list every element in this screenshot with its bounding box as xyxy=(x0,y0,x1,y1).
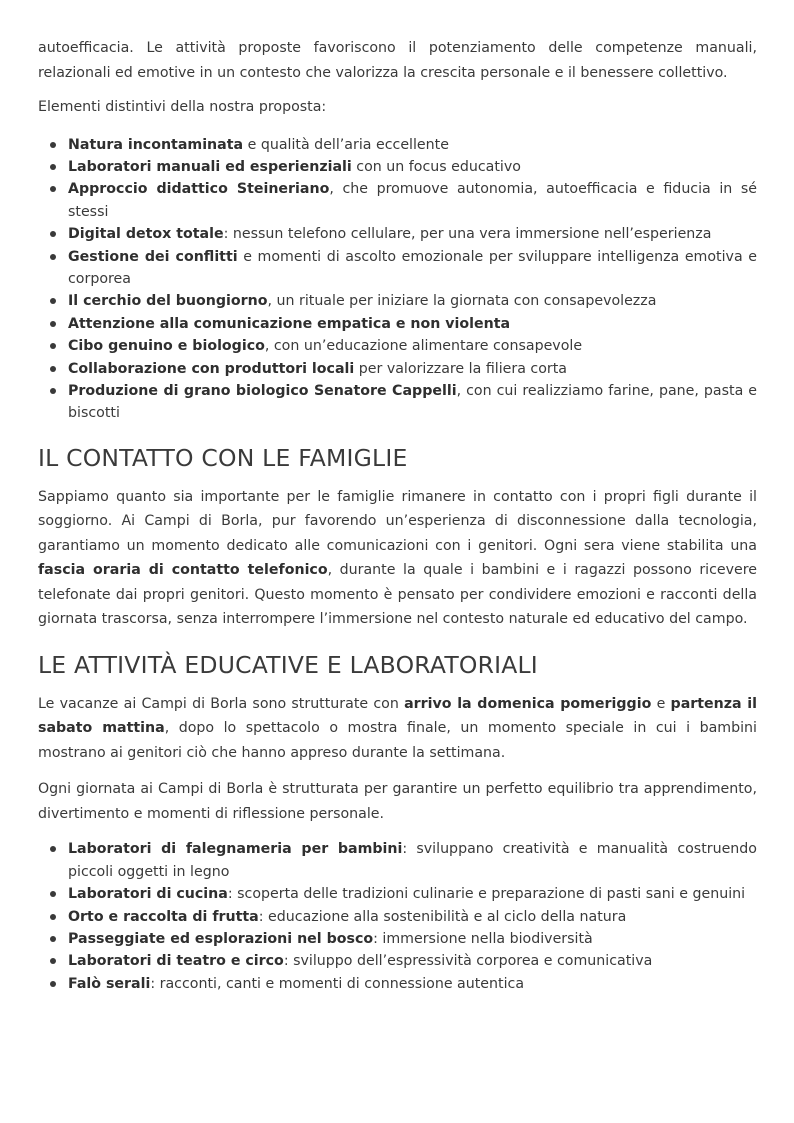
list-item-text: : nessun telefono cellulare, per una vera immersione nell’esperienza xyxy=(223,226,712,243)
list-item-text: : sviluppo dell’espressività corporea e comunicativa xyxy=(283,953,653,970)
list-item xyxy=(68,335,757,357)
list-item-bold: Laboratori di falegnameria per bambini xyxy=(68,841,403,858)
contact-text-bold: fascia oraria di contatto telefonico xyxy=(38,562,328,579)
contact-section-heading: IL CONTATTO CON LE FAMIGLIE xyxy=(38,443,408,472)
list-item xyxy=(68,928,757,950)
list-item-text: , un rituale per iniziare la giornata con consapevolezza xyxy=(267,293,657,310)
list-item-bold: Gestione dei conflitti xyxy=(68,248,238,265)
list-item xyxy=(68,246,757,291)
list-item-text: : racconti, canti e momenti di connessione autentica xyxy=(150,975,525,992)
schedule-text-a: Le vacanze ai Campi di Borla sono strutturate con xyxy=(38,695,405,712)
list-item xyxy=(68,973,757,995)
list-item-text: : sviluppano creatività e manualità costruendo piccoli oggetti in legno xyxy=(68,841,757,880)
list-item-bold: Il cerchio del buongiorno xyxy=(68,293,268,310)
document-page xyxy=(38,36,757,995)
activities-day-paragraph: Ogni giornata ai Campi di Borla è strutturata per garantire un perfetto equilibrio tra apprendimento, divertimento e momenti di riflessione personale. xyxy=(38,781,757,822)
list-item-bold: Laboratori di cucina xyxy=(68,886,228,903)
list-item-bold: Digital detox totale xyxy=(68,226,224,243)
activities-schedule-paragraph xyxy=(38,692,757,766)
list-item xyxy=(68,178,757,223)
features-list xyxy=(38,134,757,425)
contact-text-before: Sappiamo quanto sia importante per le famiglie rimanere in contatto con i propri figli durante il soggiorno. Ai Campi di Borla, pur favorendo un’esperienza di disconnessione dalla tecnologia, garantiamo un momento dedicato alle comunicazioni con i genitori. Ogni sera viene stabilita una xyxy=(38,488,757,554)
list-item xyxy=(68,290,757,312)
list-item-bold: Cibo genuino e biologico xyxy=(68,338,265,355)
list-item xyxy=(68,134,757,156)
list-item xyxy=(68,883,757,905)
list-item-bold: Falò serali xyxy=(68,975,151,992)
activities-section-heading: LE ATTIVITÀ EDUCATIVE E LABORATORIALI xyxy=(38,650,538,679)
list-item-bold: Orto e raccolta di frutta xyxy=(68,908,259,925)
schedule-text-c: , dopo lo spettacolo o mostra finale, un momento speciale in cui i bambini mostrano ai genitori ciò che hanno appreso durante la settimana. xyxy=(38,720,757,761)
list-item-text: per valorizzare la filiera corta xyxy=(354,360,567,377)
list-item xyxy=(68,358,757,380)
contact-paragraph xyxy=(38,485,757,632)
list-item xyxy=(68,838,757,883)
list-item-text: : educazione alla sostenibilità e al ciclo della natura xyxy=(258,908,627,925)
list-item-text: con un focus educativo xyxy=(351,158,521,175)
list-item xyxy=(68,906,757,928)
intro-continuation-paragraph: autoefficacia. Le attività proposte favoriscono il potenziamento delle competenze manuali, relazionali ed emotive in un contesto che valorizza la crescita personale e il benessere collettivo. xyxy=(38,40,757,81)
list-item xyxy=(68,223,757,245)
list-item-bold: Approccio didattico Steineriano xyxy=(68,181,330,198)
list-item xyxy=(68,313,757,335)
schedule-arrival-bold: arrivo la domenica pomeriggio xyxy=(404,695,652,712)
list-item-bold: Passeggiate ed esplorazioni nel bosco xyxy=(68,930,374,947)
list-item xyxy=(68,156,757,178)
list-item-text: , con un’educazione alimentare consapevole xyxy=(264,338,583,355)
list-item-text: , con cui realizziamo farine, pane, pasta e biscotti xyxy=(68,382,758,422)
contact-text-after: , durante la quale i bambini e i ragazzi possono ricevere telefonate dai propri genitori. Questo momento è pensato per condividere emozioni e racconti della giornata trascorsa, senza interrompere l’immersione nel contesto naturale ed educativo del campo. xyxy=(38,562,757,628)
list-item xyxy=(68,950,757,972)
schedule-departure-bold: partenza il sabato mattina xyxy=(38,695,758,737)
list-item-bold: Laboratori di teatro e circo xyxy=(68,953,284,970)
schedule-text-b: e xyxy=(651,695,671,712)
list-item-text: : scoperta delle tradizioni culinarie e preparazione di pasti sani e genuini xyxy=(227,886,746,903)
list-item-bold: Collaborazione con produttori locali xyxy=(68,360,355,377)
list-item-text: : immersione nella biodiversità xyxy=(373,930,593,947)
list-item xyxy=(68,380,757,425)
list-item-bold: Laboratori manuali ed esperienziali xyxy=(68,158,352,175)
list-item-bold: Attenzione alla comunicazione empatica e non violenta xyxy=(68,315,511,332)
list-item-text: , che promuove autonomia, autoefficacia e fiducia in sé stessi xyxy=(68,181,757,220)
activities-list xyxy=(38,838,757,995)
features-list-title: Elementi distintivi della nostra proposta: xyxy=(38,99,327,115)
list-item-text: e qualità dell’aria eccellente xyxy=(243,136,449,153)
list-item-bold: Natura incontaminata xyxy=(68,136,244,153)
list-item-bold: Produzione di grano biologico Senatore Cappelli xyxy=(68,382,457,399)
list-item-text: e momenti di ascolto emozionale per sviluppare intelligenza emotiva e corporea xyxy=(68,248,757,287)
